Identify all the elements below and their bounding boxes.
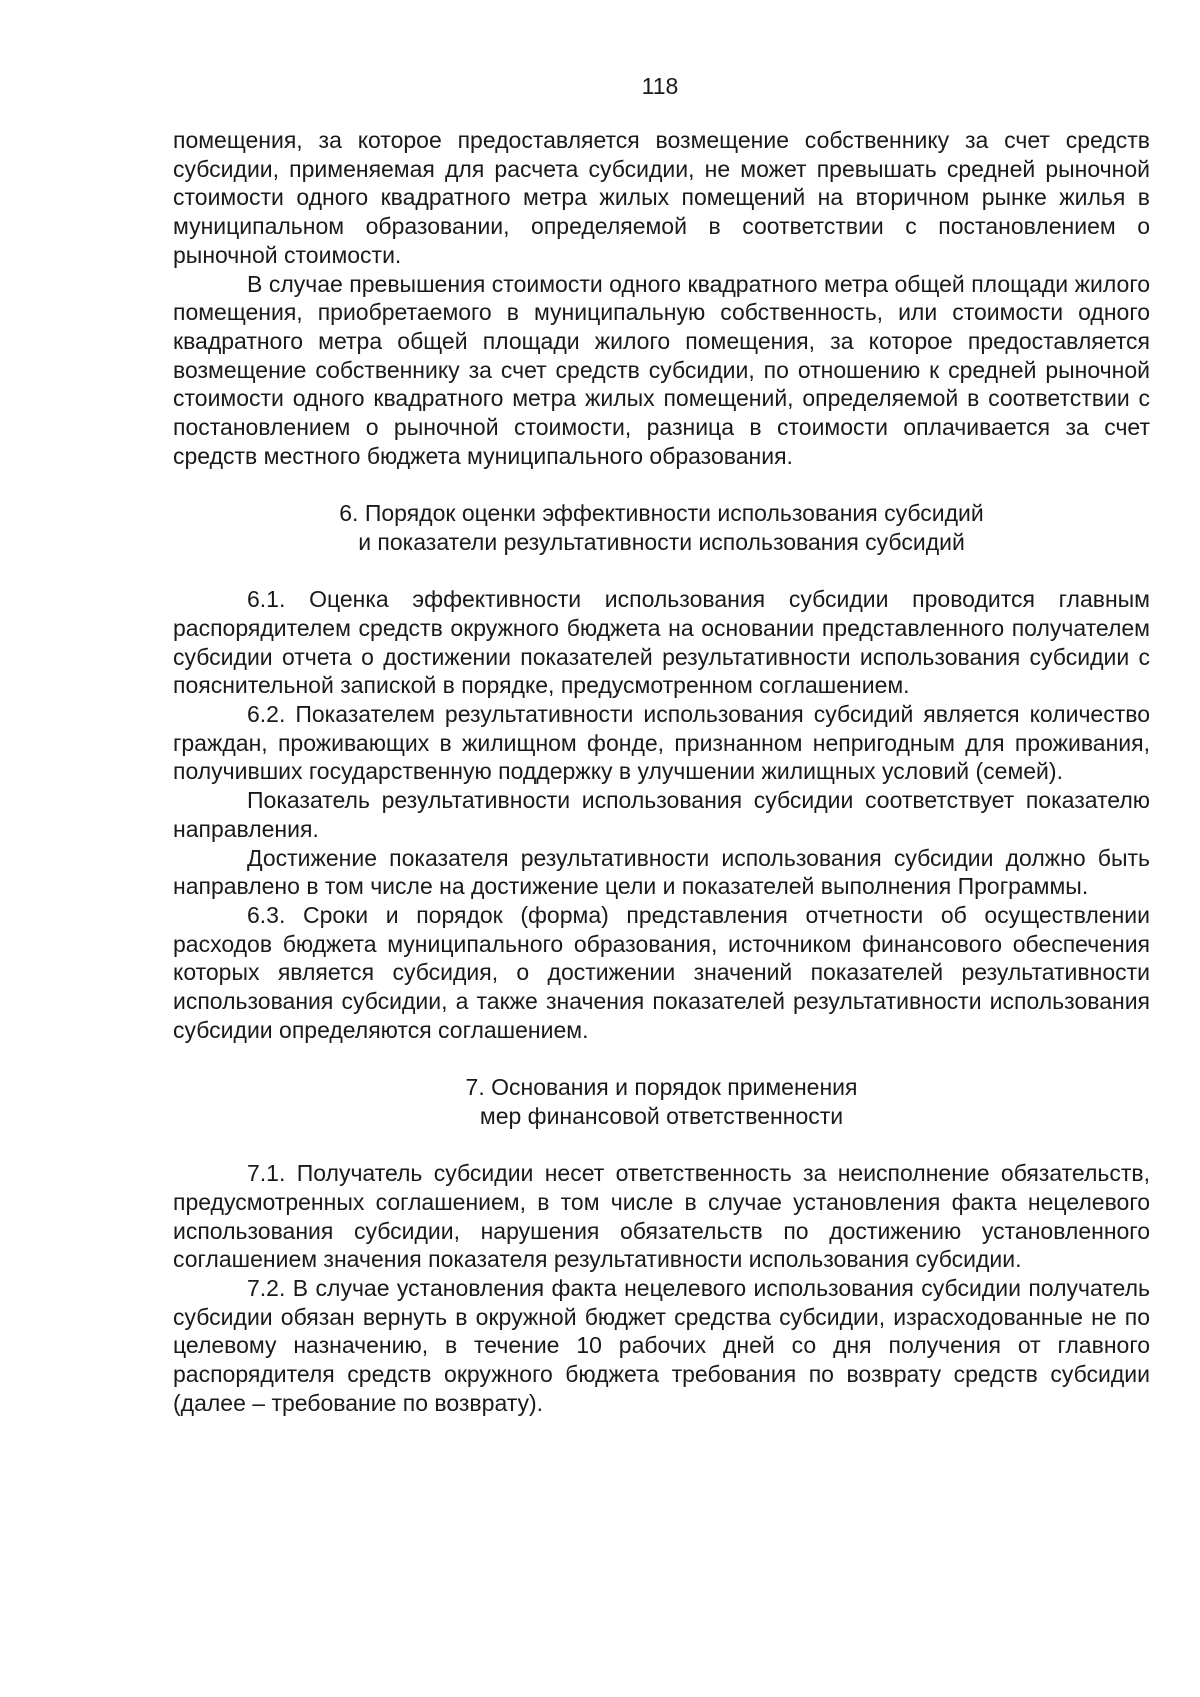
paragraph-indicator-goal: Достижение показателя результативности использования субсидии должно быть направлено в том числе на достижение цели и показателей выполнения Программы. (173, 844, 1150, 900)
document-body (173, 126, 1150, 1418)
section-heading-7 (173, 1073, 1150, 1130)
paragraph-6-1: 6.1. Оценка эффективности использования субсидии проводится главным распорядителем средств окружного бюджета на основании представленного получателем субсидии отчета о достижении показателей результативности использования субсидии с пояснительной запиской в порядке, предусмотренном соглашением. (173, 586, 1150, 699)
spacer (173, 1131, 1150, 1160)
section-heading-6-line-2: и показатели результативности использования субсидий (358, 528, 965, 555)
section-heading-7-line-1: 7. Основания и порядок применения (465, 1074, 858, 1101)
paragraph-7-1: 7.1. Получатель субсидии несет ответственность за неисполнение обязательств, предусмотренных соглашением, в том числе в случае установления факта нецелевого использования субсидии, нарушения обязательств по достижению установленного соглашением значения показателя результативности использования субсидии. (173, 1160, 1150, 1273)
paragraph-price-excess: В случае превышения стоимости одного квадратного метра общей площади жилого помещения, приобретаемого в муниципальную собственность, или стоимости одного квадратного метра общей площади жилого помещения, за которое предоставляется возмещение собственнику за счет средств субсидии, по отношению к средней рыночной стоимости одного квадратного метра жилых помещений, определяемой в соответствии с постановлением о рыночной стоимости, разница в стоимости оплачивается за счет средств местного бюджета муниципального образования. (173, 270, 1150, 469)
section-heading-6-line-1: 6. Порядок оценки эффективности использования субсидий (339, 500, 984, 527)
paragraph-continued: помещения, за которое предоставляется возмещение собственнику за счет средств субсидии, применяемая для расчета субсидии, не может превышать средней рыночной стоимости одного квадратного метра жилых помещений на вторичном рынке жилья в муниципальном образовании, определяемой в соответствии с постановлением о рыночной стоимости. (173, 127, 1150, 268)
spacer (173, 1044, 1150, 1073)
paragraph-6-2: 6.2. Показателем результативности использования субсидий является количество граждан, проживающих в жилищном фонде, признанном непригодным для проживания, получивших государственную поддержку в улучшении жилищных условий (семей). (173, 701, 1150, 785)
page-number: 118 (641, 73, 679, 99)
paragraph-7-2: 7.2. В случае установления факта нецелевого использования субсидии получатель субсидии обязан вернуть в окружной бюджет средства субсидии, израсходованные не по целевому назначению, в течение 10 рабочих дней со дня получения от главного распорядителя средств окружного бюджета требования по возврату средств субсидии (далее – требование по возврату). (173, 1275, 1150, 1416)
paragraph-6-3: 6.3. Сроки и порядок (форма) представления отчетности об осуществлении расходов бюджета муниципального образования, источником финансового обеспечения которых является субсидия, о достижении значений показателей результативности использования субсидии, а также значения показателей результативности использования субсидии определяются соглашением. (173, 901, 1150, 1043)
section-heading-7-line-2: мер финансовой ответственности (479, 1102, 844, 1129)
section-heading-6 (173, 499, 1150, 556)
spacer (173, 557, 1150, 586)
spacer (173, 470, 1150, 499)
paragraph-indicator-match: Показатель результативности использования субсидии соответствует показателю направления. (173, 787, 1150, 842)
